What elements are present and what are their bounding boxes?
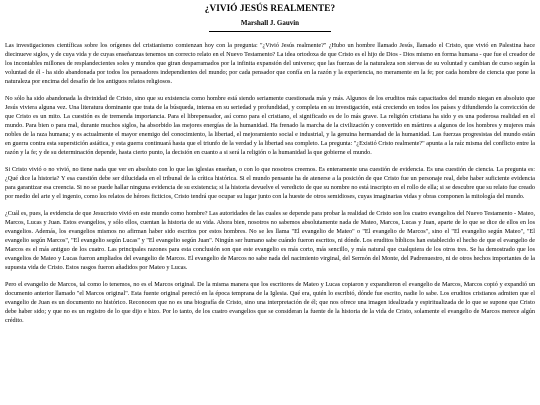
paragraph-2: No sólo ha sido abandonada la divinidad de Cristo, sino que su existencia como hombre está siendo seriamente cuestionada más y más. Algunos de los eruditos más capacitados del mundo niegan en absoluto que Jesús viviera alguna vez. Una literatura dominante que trata de la búsqueda, intensa en su seriedad y profundidad, y completa en su investigación, está creciendo en todos los países y difundiendo la convicción de que Cristo es un mito. La cuestión es de tremenda importancia. Para el librepensador, así como para el cristiano, el significado es de lo más grave. La religión cristiana ha sido y es una poderosa realidad en el mundo. Para bien o para mal, durante muchos siglos, ha absorbido las mejores energías de la humanidad. Ha frenado la marcha de la civilización y convertido en mártires a algunos de los hombres y mujeres más nobles de la raza humana; y es actualmente el mayor enemigo del conocimiento, la libertad, el mejoramiento social e industrial, y la genuina hermandad de la humanidad. Las fuerzas progresistas del mundo están en guerra contra esta superstición asiática, y esta guerra continuará hasta que el triunfo de la verdad y la libertad sea completo. La pregunta: "¿Existió Cristo realmente?" apunta a la raíz misma del conflicto entre la razón y la fe; y de su determinación depende, hasta cierto punto, la decisión en cuanto a si será la religión o la humanidad la que gobierne el mundo. <box>5 95 535 156</box>
title-divider <box>209 31 331 32</box>
article-title: ¿VIVIÓ JESÚS REALMENTE? <box>204 3 336 13</box>
paragraph-3: Si Cristo vivió o no vivió, no tiene nada que ver en absoluto con lo que las iglesias enseñan, o con lo que nosotros creemos. Es enteramente una cuestión de evidencia. Es una cuestión de ciencia. La pregunta es: ¿Qué dice la historia? Y esa cuestión debe ser dilucidada en el tribunal de la crítica histórica. Si el mundo pensante ha de atenerse a la posición de que Cristo fue un personaje real, debe haber suficiente evidencia para garantizar esa creencia. Si no se puede hallar ninguna evidencia de su existencia; si la historia devuelve el veredicto de que su nombre no está inscripto en el rollo de ella; si se descubre que su relato fue creado por medio del arte y el ingenio, como los relatos de héroes ficticios, Cristo tendrá que ocupar su lugar junto con la hueste de otros semidioses, cuyas imaginarias vidas y obras componen la mitología del mundo. <box>5 166 535 200</box>
article-author: Marshall J. Gauvin <box>240 19 300 27</box>
paragraph-4: ¿Cuál es, pues, la evidencia de que Jesucristo vivió en este mundo como hombre? Las autoridades de las cuales se depende para probar la realidad de Cristo son los cuatro evangelios del Nuevo Testamento - Mateo, Marcos, Lucas y Juan. Estos evangelios, y sólo ellos, cuentan la historia de su vida. Ahora bien, nosotros no sabemos absolutamente nada de Mateo, Marcos, Lucas y Juan, aparte de lo que se dice de ellos en los evangelios. Además, los evangelios mismos no afirman haber sido escritos por estos hombres. No se les llama "El evangelio de Mateo" o "El evangelio de Marcos", sino el "El evangelio según Mateo", "El evangelio según Marcos", "El evangelio según Lucas" y "El evangelio según Juan". Ningún ser humano sabe cuándo fueron escritos, ni dónde. Los eruditos bíblicos han establecido el hecho de que el evangelio de Marcos es el más antiguo de los cuatro. Las principales razones para esta conclusión son que este evangelio es más corto, más sencillo, y más natural que cualquiera de los otros tres. Se ha demostrado que los evangelios de Mateo y Lucas fueron ampliados del evangelio de Marcos. El evangelio de Marcos no sabe nada del nacimiento virginal, del Sermón del Monte, del Padrenuestro, ni de otros hechos importantes de la supuesta vida de Cristo. Estos rasgos fueron añadidos por Mateo y Lucas. <box>5 210 535 271</box>
paragraph-5: Pero el evangelio de Marcos, tal como lo tenemos, no es el Marcos original. De la misma manera que los escritores de Mateo y Lucas copiaron y expandieron el evangelio de Marcos, Marcos copió y expandió un documento anterior llamado "el Marcos original". Esta fuente original pereció en la época temprana de la Iglesia. Qué era, quién lo escribió, dónde fue escrito, nadie lo sabe. Los eruditos cristianos admiten que el evangelio de Juan es un documento no histórico. Reconocen que no es una biografía de Cristo, sino una interpretación de él; que nos ofrece una imagen idealizada y espiritualizada de lo que se supone que Cristo debe haber sido; y que no es un registro de lo que dijo e hizo. Por lo tanto, de los cuatro evangelios que se consideran la fuente de la historia de la vida de Cristo, solamente el evangelio de Marcos merece algún crédito. <box>5 281 535 324</box>
paragraph-1: Las investigaciones científicas sobre los orígenes del cristianismo comienzan hoy con la pregunta: "¿Vivió Jesús realmente?" ¿Hubo un hombre llamado Jesús, llamado el Cristo, que vivió en Palestina hace diecinueve siglos, y de cuya vida y de cuyas enseñanzas tenemos un correcto relato en el Nuevo Testamento? La idea ortodoxa de que Cristo es el hijo de Dios - Dios mismo en forma humana - que fue el creador de los incontables millones de resplandecientes soles y mundos que giran desparramados por la infinita expansión del universo; que las fuerzas de la naturaleza son siervas de su voluntad y cambian de curso según la voluntad de él - ha sido abandonada por todos los pensadores independientes del mundo; por cada pensador que confía en la razón y la experiencia, no meramente en la fe; por cada hombre de ciencia que pone la naturaleza por encima del desafío de los antiguos relatos religiosos. <box>5 42 535 85</box>
